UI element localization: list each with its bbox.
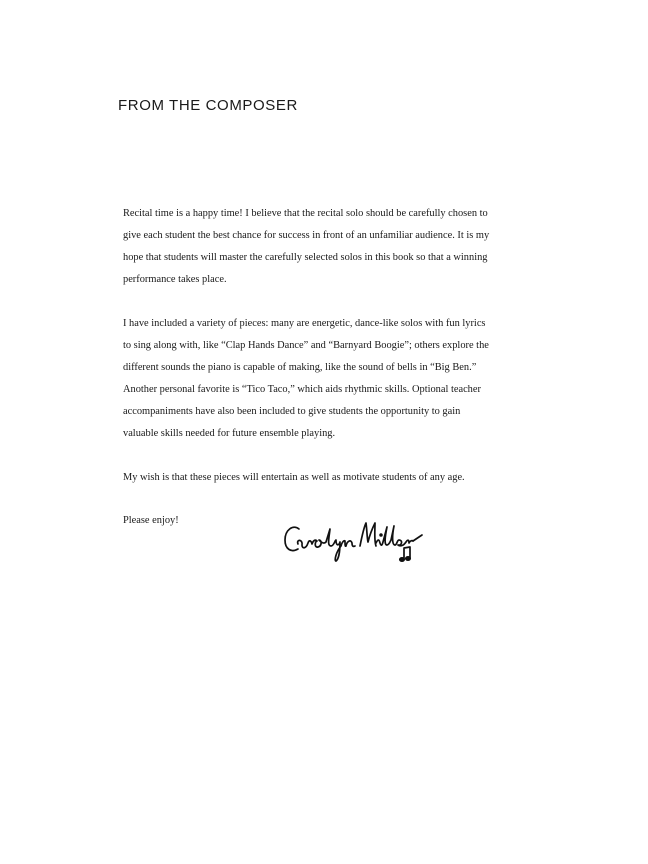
text-line: Another personal favorite is “Tico Taco,” which aids rhythmic skills. Optional teacher <box>123 384 481 395</box>
text-line: Recital time is a happy time! I believe that the recital solo should be carefully chosen to <box>123 208 488 219</box>
paragraph <box>123 467 503 489</box>
text-line: My wish is that these pieces will entertain as well as motivate students of any age. <box>123 472 465 483</box>
signature-stroke <box>298 529 355 561</box>
signature-stroke <box>360 523 376 546</box>
signature <box>282 518 434 568</box>
signature-stroke <box>285 527 299 550</box>
page-title: FROM THE COMPOSER <box>118 97 298 114</box>
text-line: give each student the best chance for success in front of an unfamiliar audience. It is my <box>123 230 490 241</box>
text-line: valuable skills needed for future ensemble playing. <box>123 428 336 439</box>
signature-stroke <box>413 535 422 541</box>
eighth-note-pair-icon <box>400 547 410 561</box>
paragraph <box>123 203 503 291</box>
text-line: performance takes place. <box>123 274 227 285</box>
text-line: accompaniments have also been included to give students the opportunity to gain <box>123 406 461 417</box>
text-line: different sounds the piano is capable of making, like the sound of bells in “Big Ben.” <box>123 362 477 373</box>
composer-letter <box>123 203 503 511</box>
signature-stroke <box>380 534 382 536</box>
paragraph <box>123 313 503 445</box>
text-line: I have included a variety of pieces: many are energetic, dance-like solos with fun lyrics <box>123 318 486 329</box>
text-line: to sing along with, like “Clap Hands Dance” and “Barnyard Boogie”; others explore the <box>123 340 489 351</box>
text-line: hope that students will master the carefully selected solos in this book so that a winning <box>123 252 488 263</box>
closing-line: Please enjoy! <box>123 515 179 526</box>
